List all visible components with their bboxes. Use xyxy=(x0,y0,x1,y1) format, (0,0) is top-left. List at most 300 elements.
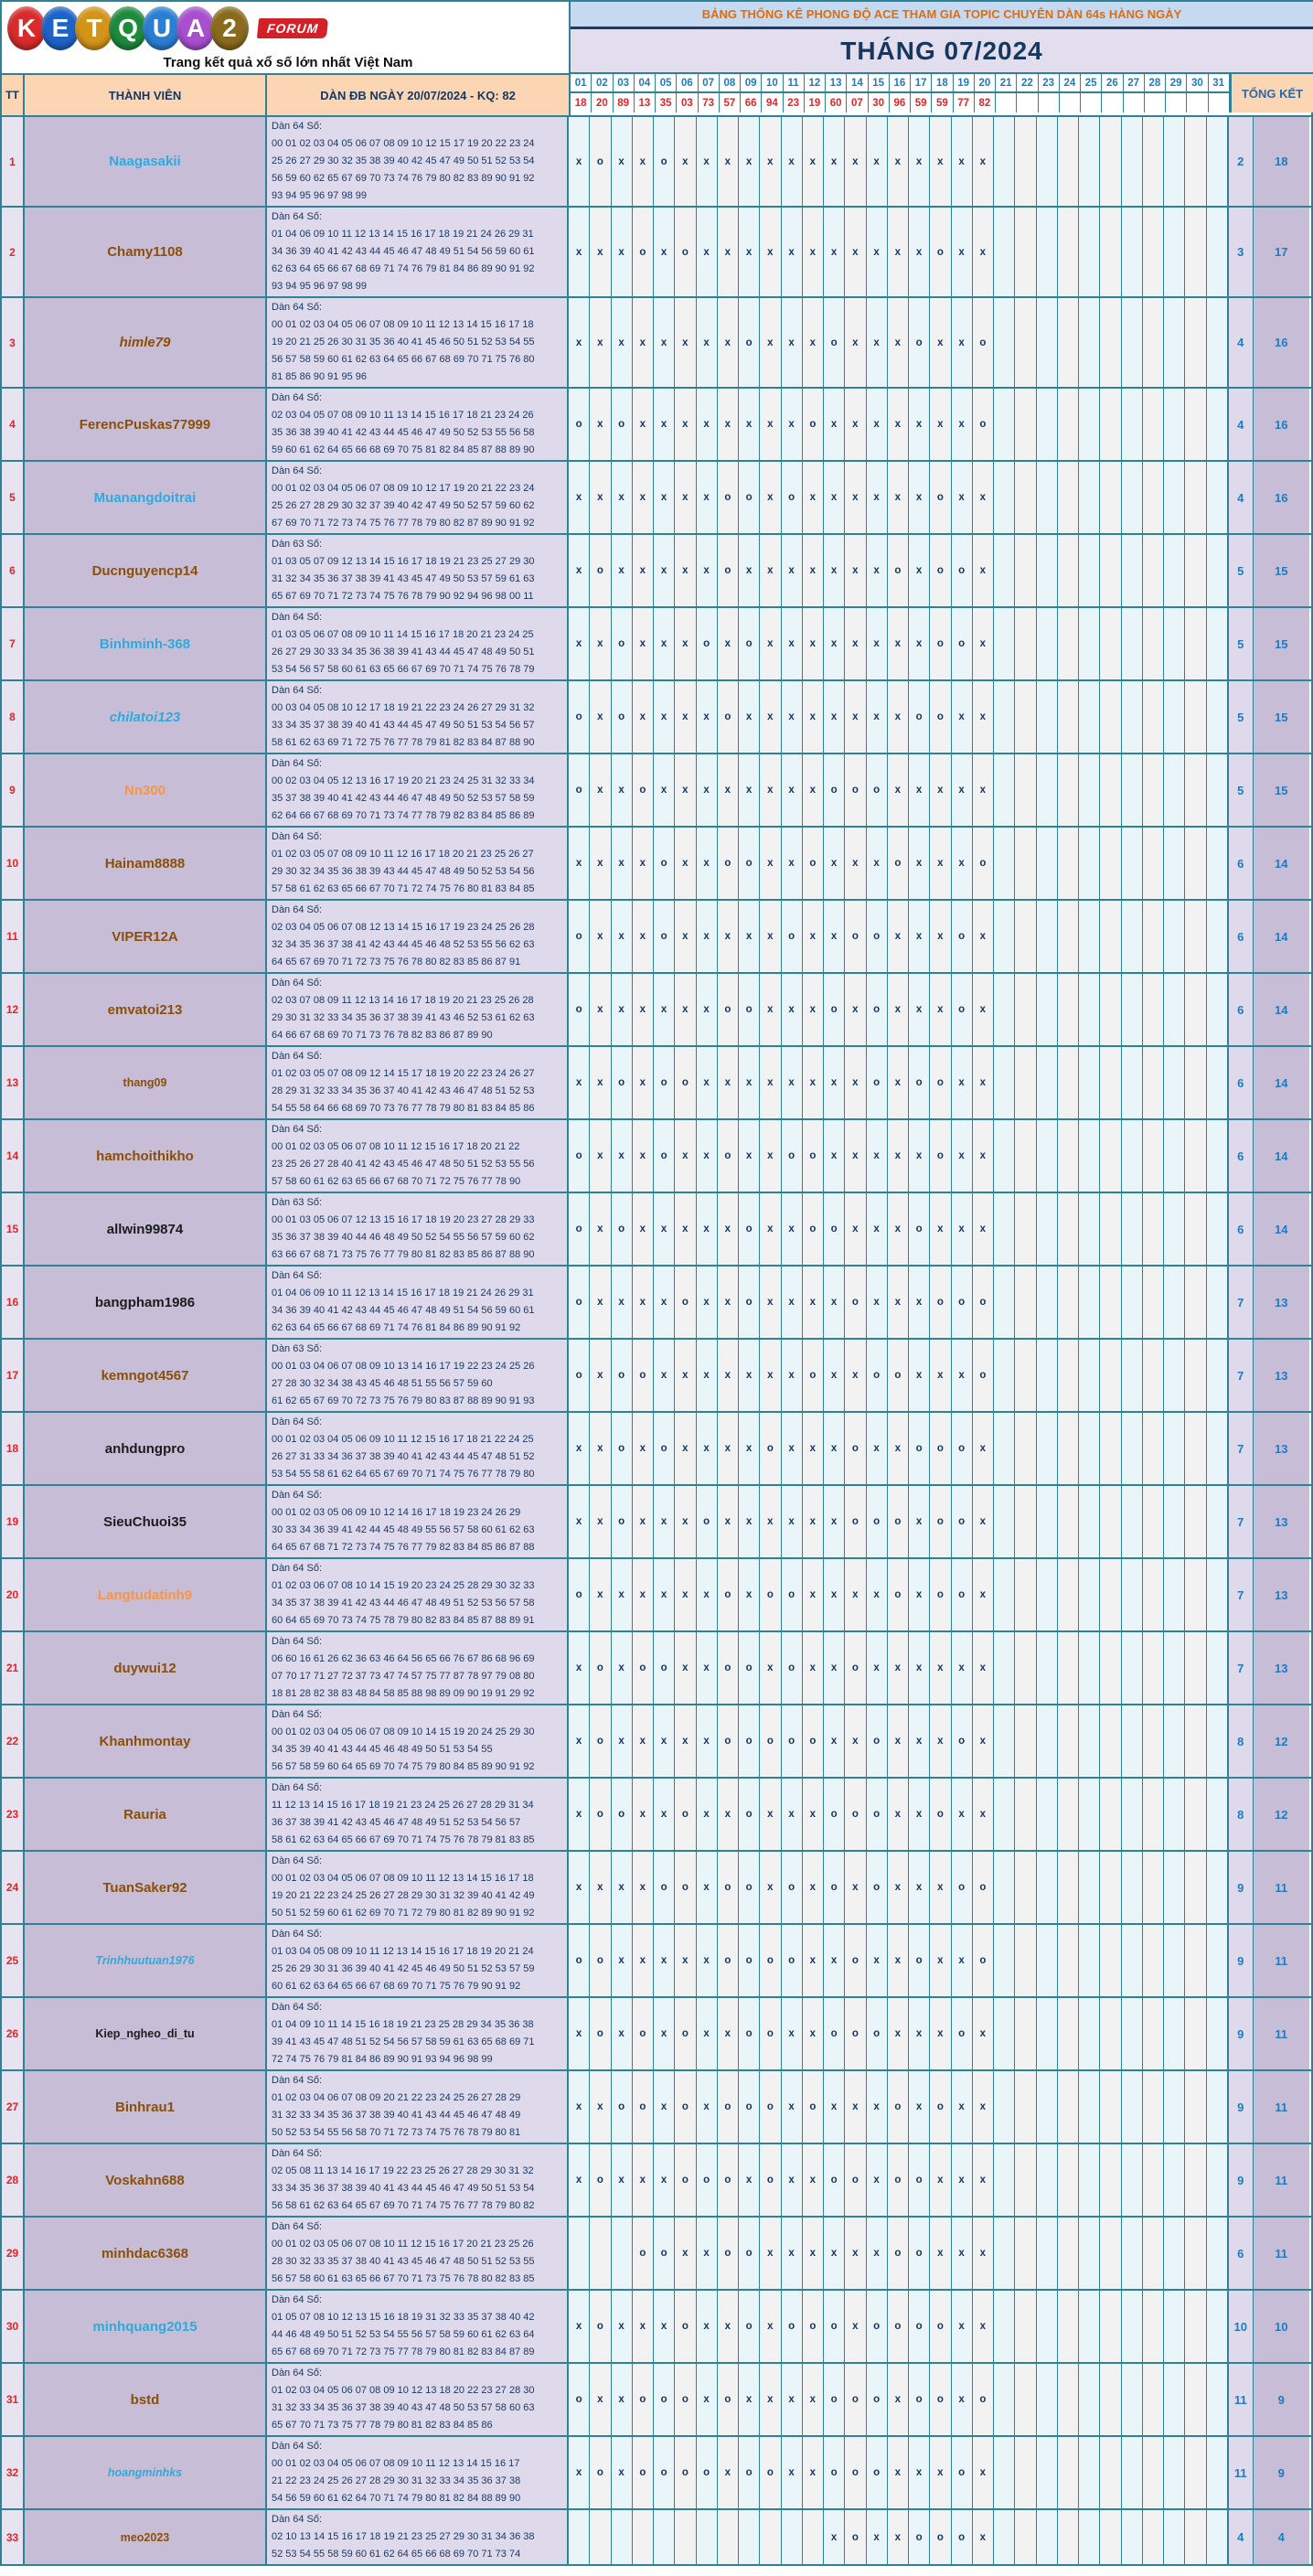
number-set-line: 57 58 61 62 63 65 66 67 70 71 72 74 75 76 80 81 83 84 85 xyxy=(272,883,535,894)
day-mark-cell: x xyxy=(697,1852,718,1923)
day-mark-cell xyxy=(1058,1120,1079,1192)
day-mark-cell: o xyxy=(909,681,930,753)
day-mark-cell: x xyxy=(633,1413,654,1484)
day-mark-cell: x xyxy=(824,1413,845,1484)
day-mark-cell: x xyxy=(612,1852,633,1923)
number-set-line: 33 34 35 36 37 38 39 40 41 43 44 45 46 47 49 50 51 53 54 xyxy=(272,2183,535,2194)
number-set-line: 93 94 95 96 97 98 99 xyxy=(272,281,367,292)
day-mark-cell xyxy=(1079,1632,1100,1704)
row-number: 4 xyxy=(2,389,25,460)
number-set-line: 64 65 67 69 70 71 72 73 75 76 78 80 82 83 85 86 87 91 xyxy=(272,957,521,967)
day-mark-cell: o xyxy=(675,1267,696,1338)
number-set-label: Dàn 64 Số: xyxy=(272,685,323,696)
number-set-cell xyxy=(267,1632,569,1704)
day-mark-cell: o xyxy=(739,608,760,679)
number-set-line: 36 37 38 39 41 42 43 45 46 47 48 49 51 52 53 54 56 57 xyxy=(272,1817,521,1828)
day-mark-cell: o xyxy=(930,1559,951,1630)
day-mark-cell xyxy=(1207,389,1228,460)
day-mark-cell: o xyxy=(930,1779,951,1850)
member-name[interactable]: Naagasakii xyxy=(25,117,267,206)
day-mark-cell: x xyxy=(718,1193,739,1265)
number-set-cell xyxy=(267,1193,569,1265)
table-row xyxy=(2,2289,1311,2362)
day-mark-cell: o xyxy=(973,389,994,460)
day-mark-cell xyxy=(1015,2364,1036,2435)
day-mark-cell xyxy=(1058,298,1079,387)
day-mark-cell: x xyxy=(633,1925,654,1996)
day-mark-cell: o xyxy=(760,1559,781,1630)
day-mark-cell xyxy=(1185,2364,1206,2435)
day-header: 24 xyxy=(1060,74,1081,91)
day-mark-cell: x xyxy=(590,389,611,460)
day-mark-cell: o xyxy=(569,389,590,460)
day-mark-cell xyxy=(1037,1632,1058,1704)
day-mark-cell xyxy=(1100,535,1121,606)
number-set-label: Dàn 64 Số: xyxy=(272,1855,323,1866)
day-mark-cell xyxy=(1058,2510,1079,2564)
day-mark-cell xyxy=(994,1486,1015,1557)
member-name[interactable]: Binhminh-368 xyxy=(25,608,267,679)
member-name[interactable]: minhquang2015 xyxy=(25,2291,267,2362)
member-name[interactable]: chilatoi123 xyxy=(25,681,267,753)
number-set-line: 34 36 39 40 41 42 43 44 45 46 47 48 49 51 54 56 59 60 61 xyxy=(272,1305,535,1316)
number-set-line: 64 65 67 68 71 72 73 74 75 76 77 79 82 83 84 85 86 87 88 xyxy=(272,1542,535,1553)
day-mark-cell xyxy=(1100,974,1121,1045)
day-mark-cell xyxy=(1207,1632,1228,1704)
number-set-line: 60 64 65 69 70 73 74 75 78 79 80 82 83 84 85 87 88 89 91 xyxy=(272,1615,535,1626)
day-mark-cell: x xyxy=(803,2218,824,2289)
day-mark-cell: o xyxy=(973,828,994,899)
day-mark-cell: o xyxy=(718,462,739,533)
number-set-line: 27 28 30 32 34 38 43 45 46 48 51 55 56 57 59 60 xyxy=(272,1378,493,1389)
day-mark-cell xyxy=(1058,1705,1079,1777)
member-name[interactable]: bangpham1986 xyxy=(25,1267,267,1338)
table-row xyxy=(2,1338,1311,1411)
number-set-cell xyxy=(267,1998,569,2069)
row-number: 33 xyxy=(2,2510,25,2564)
day-mark-cell xyxy=(1207,1705,1228,1777)
day-mark-cell: x xyxy=(569,2071,590,2143)
day-mark-cell xyxy=(1122,1632,1143,1704)
day-mark-cell: x xyxy=(697,2364,718,2435)
day-mark-cell: x xyxy=(697,1120,718,1192)
day-mark-cell xyxy=(1079,1925,1100,1996)
col-header-tt: TT xyxy=(2,75,25,115)
day-header: 22 xyxy=(1017,74,1038,91)
number-set-label: Dàn 64 Số: xyxy=(272,1051,323,1062)
day-mark-cell xyxy=(1037,2291,1058,2362)
day-mark-cell: o xyxy=(569,1559,590,1630)
day-mark-cell xyxy=(1100,1486,1121,1557)
day-mark-cell: x xyxy=(612,754,633,826)
table-row xyxy=(2,1630,1311,1704)
day-mark-cell: o xyxy=(760,1925,781,1996)
day-mark-cell: x xyxy=(888,2510,909,2564)
number-set-label: Dàn 64 Số: xyxy=(272,1929,323,1940)
number-set-line: 01 02 03 04 06 07 08 09 20 21 22 23 24 25 26 27 28 29 xyxy=(272,2092,521,2103)
total-o-count: 6 xyxy=(1228,974,1253,1045)
day-mark-cell xyxy=(1143,828,1164,899)
day-mark-cell xyxy=(1122,901,1143,972)
day-mark-cell: x xyxy=(909,1998,930,2069)
day-result xyxy=(1017,93,1038,112)
total-o-count: 3 xyxy=(1228,208,1253,296)
member-name[interactable]: Nn300 xyxy=(25,754,267,826)
total-x-count: 11 xyxy=(1253,1925,1309,1996)
day-mark-cell xyxy=(1207,1267,1228,1338)
day-mark-cell xyxy=(1122,2437,1143,2508)
day-mark-cell: o xyxy=(782,1852,803,1923)
total-x-count: 14 xyxy=(1253,974,1309,1045)
day-mark-cell: o xyxy=(739,2071,760,2143)
day-mark-cell: x xyxy=(909,754,930,826)
day-mark-cell: o xyxy=(633,1340,654,1411)
member-name[interactable]: meo2023 xyxy=(25,2510,267,2564)
day-mark-cell xyxy=(1037,117,1058,206)
logo-letter: A xyxy=(176,6,215,50)
day-mark-cell: o xyxy=(718,1852,739,1923)
day-mark-cell: x xyxy=(760,1779,781,1850)
day-mark-cell: o xyxy=(633,754,654,826)
day-mark-cell: x xyxy=(782,1340,803,1411)
row-number: 14 xyxy=(2,1120,25,1192)
day-mark-cell: x xyxy=(675,389,696,460)
day-mark-cell: x xyxy=(845,1705,866,1777)
row-number: 26 xyxy=(2,1998,25,2069)
day-header: 26 xyxy=(1102,74,1123,91)
day-mark-cell xyxy=(1164,1340,1185,1411)
day-mark-cell xyxy=(1164,681,1185,753)
day-mark-cell: x xyxy=(845,2291,866,2362)
member-name[interactable]: Muanangdoitrai xyxy=(25,462,267,533)
day-mark-cell: x xyxy=(930,901,951,972)
number-set-cell xyxy=(267,681,569,753)
day-mark-cell xyxy=(1185,681,1206,753)
day-mark-cell: x xyxy=(718,389,739,460)
day-mark-cell: x xyxy=(739,1486,760,1557)
day-mark-cell: x xyxy=(697,1779,718,1850)
day-mark-cell xyxy=(1037,298,1058,387)
number-set-line: 30 33 34 36 39 41 42 44 45 48 49 55 56 57 58 60 61 62 63 xyxy=(272,1524,535,1535)
member-name[interactable]: Langtudatinh9 xyxy=(25,1559,267,1630)
day-mark-cell: o xyxy=(760,2071,781,2143)
day-mark-cell xyxy=(1100,1340,1121,1411)
day-mark-cell xyxy=(1100,1413,1121,1484)
day-mark-cell xyxy=(1015,1120,1036,1192)
day-mark-cell: x xyxy=(760,901,781,972)
day-mark-cell: x xyxy=(973,117,994,206)
day-mark-cell xyxy=(1143,208,1164,296)
day-mark-cell: x xyxy=(909,1632,930,1704)
day-mark-cell: o xyxy=(675,2144,696,2216)
day-mark-cell: x xyxy=(973,608,994,679)
day-mark-cell xyxy=(1058,462,1079,533)
day-mark-cell: o xyxy=(803,1705,824,1777)
day-mark-cell: o xyxy=(888,2144,909,2216)
table-row xyxy=(2,2143,1311,2216)
day-mark-cell: o xyxy=(909,1047,930,1118)
total-o-count: 7 xyxy=(1228,1632,1253,1704)
day-mark-cell xyxy=(1015,208,1036,296)
member-name[interactable]: Voskahn688 xyxy=(25,2144,267,2216)
day-mark-cell xyxy=(1100,901,1121,972)
number-set-line: 67 69 70 71 72 73 74 75 76 77 78 79 80 82 87 89 90 91 92 xyxy=(272,518,535,529)
row-number: 21 xyxy=(2,1632,25,1704)
day-mark-cell xyxy=(1079,974,1100,1045)
member-name[interactable]: duywui12 xyxy=(25,1632,267,1704)
day-mark-cell xyxy=(1037,1925,1058,1996)
day-mark-cell: x xyxy=(612,974,633,1045)
day-mark-cell: o xyxy=(909,2510,930,2564)
day-mark-cell: x xyxy=(697,1998,718,2069)
day-mark-cell: x xyxy=(697,1267,718,1338)
day-mark-cell xyxy=(1207,1779,1228,1850)
member-name[interactable]: Chamy1108 xyxy=(25,208,267,296)
number-set-label: Dàn 64 Số: xyxy=(272,1636,323,1647)
day-mark-cell: o xyxy=(718,535,739,606)
member-name[interactable]: anhdungpro xyxy=(25,1413,267,1484)
day-mark-cell xyxy=(1015,1559,1036,1630)
day-mark-cell: o xyxy=(952,1852,973,1923)
day-header: 27 xyxy=(1124,74,1145,91)
number-set-line: 63 66 67 68 71 73 75 76 77 79 80 81 82 83 85 86 87 88 90 xyxy=(272,1249,535,1260)
day-mark-cell xyxy=(1079,462,1100,533)
day-mark-cell: x xyxy=(697,117,718,206)
day-mark-cell: o xyxy=(952,608,973,679)
day-mark-cell: x xyxy=(909,1705,930,1777)
day-mark-cell: x xyxy=(888,389,909,460)
member-name[interactable]: minhdac6368 xyxy=(25,2218,267,2289)
number-set-line: 62 63 64 65 66 67 68 69 71 74 76 81 84 86 89 90 91 92 xyxy=(272,1322,521,1333)
member-name[interactable]: Hainam8888 xyxy=(25,828,267,899)
day-mark-cell xyxy=(1164,1120,1185,1192)
day-mark-cell xyxy=(1015,1705,1036,1777)
day-mark-cell: o xyxy=(782,901,803,972)
number-set-line: 02 03 04 05 06 07 08 12 13 14 15 16 17 19 23 24 25 26 28 xyxy=(272,922,535,933)
number-set-label: Dàn 64 Số: xyxy=(272,2514,323,2525)
day-mark-cell xyxy=(994,2291,1015,2362)
day-mark-cell: x xyxy=(930,828,951,899)
day-mark-cell xyxy=(1122,1852,1143,1923)
col-header-dan: DÀN ĐB NGÀY 20/07/2024 - KQ: 82 xyxy=(267,75,569,115)
day-mark-cell: o xyxy=(845,1998,866,2069)
day-mark-cell xyxy=(1122,298,1143,387)
table-row xyxy=(2,1923,1311,1996)
total-x-count: 11 xyxy=(1253,2218,1309,2289)
day-mark-cell xyxy=(1079,2071,1100,2143)
member-name[interactable]: himle79 xyxy=(25,298,267,387)
logo-letter: E xyxy=(41,6,80,50)
day-mark-cell: o xyxy=(654,117,675,206)
day-header: 30 xyxy=(1187,74,1208,91)
day-mark-cell: x xyxy=(569,298,590,387)
day-mark-cell xyxy=(1143,1852,1164,1923)
day-mark-cell xyxy=(1058,681,1079,753)
day-mark-cell xyxy=(1185,754,1206,826)
day-mark-cell: o xyxy=(867,1340,888,1411)
day-mark-cell: x xyxy=(973,2291,994,2362)
day-mark-cell: x xyxy=(782,298,803,387)
day-mark-cell: x xyxy=(930,1998,951,2069)
day-mark-cell: o xyxy=(909,2218,930,2289)
day-mark-cell xyxy=(1185,1779,1206,1850)
row-number: 7 xyxy=(2,608,25,679)
day-mark-cell xyxy=(1058,389,1079,460)
day-mark-cell: o xyxy=(845,2144,866,2216)
member-name[interactable]: SieuChuoi35 xyxy=(25,1486,267,1557)
day-mark-cell: o xyxy=(718,2144,739,2216)
number-set-line: 56 57 58 59 60 61 62 63 64 65 66 67 68 69 70 71 75 76 80 xyxy=(272,354,535,365)
day-mark-cell: x xyxy=(760,462,781,533)
member-name[interactable]: hoangminhks xyxy=(25,2437,267,2508)
day-mark-cell: o xyxy=(888,1559,909,1630)
day-mark-cell: o xyxy=(930,208,951,296)
day-mark-cell: x xyxy=(803,462,824,533)
day-mark-cell: x xyxy=(760,1047,781,1118)
day-mark-cell xyxy=(1207,901,1228,972)
number-set-cell xyxy=(267,1413,569,1484)
member-name[interactable]: Khanhmontay xyxy=(25,1705,267,1777)
day-mark-cell: x xyxy=(845,389,866,460)
day-mark-cell xyxy=(1037,608,1058,679)
day-mark-cell: x xyxy=(633,2144,654,2216)
day-mark-cell: x xyxy=(697,2071,718,2143)
day-mark-cell xyxy=(1185,1632,1206,1704)
day-mark-cell: x xyxy=(590,1852,611,1923)
day-mark-cell: x xyxy=(803,1632,824,1704)
number-set-line: 00 01 03 05 06 07 12 13 15 16 17 18 19 20 23 27 28 29 33 xyxy=(272,1214,535,1225)
number-set-line: 29 30 32 34 35 36 38 39 43 44 45 47 48 49 50 52 53 54 56 xyxy=(272,866,535,877)
member-name[interactable]: Trinhhuutuan1976 xyxy=(25,1925,267,1996)
day-mark-cell: o xyxy=(824,1852,845,1923)
member-name[interactable]: emvatoi213 xyxy=(25,974,267,1045)
day-mark-cell: x xyxy=(590,462,611,533)
day-header: 19 xyxy=(954,74,975,91)
day-mark-cell: x xyxy=(952,208,973,296)
day-mark-cell: o xyxy=(803,1193,824,1265)
day-mark-cell: x xyxy=(739,117,760,206)
day-mark-cell xyxy=(1100,1632,1121,1704)
member-name[interactable]: Ducnguyencp14 xyxy=(25,535,267,606)
day-mark-cell xyxy=(1164,1925,1185,1996)
day-mark-cell xyxy=(1100,608,1121,679)
day-header: 29 xyxy=(1166,74,1187,91)
total-o-count: 2 xyxy=(1228,117,1253,206)
number-set-line: 23 25 26 27 28 40 41 42 43 45 46 47 48 50 51 52 53 55 56 xyxy=(272,1159,535,1170)
day-mark-cell: x xyxy=(803,1047,824,1118)
day-mark-cell xyxy=(1100,389,1121,460)
member-name[interactable]: TuanSaker92 xyxy=(25,1852,267,1923)
number-set-line: 02 05 08 11 13 14 16 17 19 22 23 25 26 27 28 29 30 31 32 xyxy=(272,2165,534,2176)
day-mark-cell: x xyxy=(760,535,781,606)
day-header: 09 xyxy=(741,74,762,91)
day-mark-cell xyxy=(1015,1632,1036,1704)
day-mark-cell: o xyxy=(760,1998,781,2069)
day-mark-cell xyxy=(1143,901,1164,972)
day-mark-cell: x xyxy=(675,1925,696,1996)
day-mark-cell: o xyxy=(675,1852,696,1923)
day-result: 07 xyxy=(847,93,868,112)
member-name[interactable]: allwin99874 xyxy=(25,1193,267,1265)
day-mark-cell: x xyxy=(888,1779,909,1850)
member-name[interactable]: VIPER12A xyxy=(25,901,267,972)
day-mark-cell xyxy=(1037,1340,1058,1411)
day-mark-cell xyxy=(1058,2144,1079,2216)
day-mark-cell: x xyxy=(569,1632,590,1704)
member-name[interactable]: Kiep_ngheo_di_tu xyxy=(25,1998,267,2069)
day-mark-cell xyxy=(633,2510,654,2564)
day-mark-cell: x xyxy=(973,901,994,972)
day-mark-cell: o xyxy=(675,2437,696,2508)
member-name[interactable]: kemngot4567 xyxy=(25,1340,267,1411)
day-mark-cell: x xyxy=(633,608,654,679)
day-mark-cell: x xyxy=(803,754,824,826)
member-name[interactable]: hamchoithikho xyxy=(25,1120,267,1192)
day-mark-cell: o xyxy=(675,1779,696,1850)
day-mark-cell: x xyxy=(952,1047,973,1118)
day-result xyxy=(1039,93,1060,112)
day-mark-cell xyxy=(1037,974,1058,1045)
day-mark-cell: o xyxy=(952,2510,973,2564)
day-mark-cell xyxy=(1207,1998,1228,2069)
number-set-cell xyxy=(267,901,569,972)
day-mark-cell xyxy=(1122,681,1143,753)
member-name[interactable]: bstd xyxy=(25,2364,267,2435)
number-set-line: 61 62 65 67 69 70 72 73 75 76 79 80 83 87 88 89 90 91 93 xyxy=(272,1395,535,1406)
day-mark-cell xyxy=(1015,2218,1036,2289)
day-mark-cell xyxy=(1207,1193,1228,1265)
total-o-count: 5 xyxy=(1228,754,1253,826)
day-mark-cell: o xyxy=(760,1705,781,1777)
site-logo[interactable] xyxy=(2,2,569,73)
number-set-line: 18 81 28 82 38 83 48 84 58 85 88 98 89 09 90 19 91 29 92 xyxy=(272,1688,535,1699)
day-mark-cell xyxy=(1100,117,1121,206)
total-x-count: 10 xyxy=(1253,2291,1309,2362)
day-mark-cell xyxy=(994,974,1015,1045)
day-mark-cell: o xyxy=(952,974,973,1045)
total-x-count: 14 xyxy=(1253,901,1309,972)
day-mark-cell xyxy=(1143,1193,1164,1265)
member-name[interactable]: Binhrau1 xyxy=(25,2071,267,2143)
day-mark-cell xyxy=(1079,2437,1100,2508)
day-mark-cell: x xyxy=(824,1120,845,1192)
day-mark-cell: x xyxy=(739,1559,760,1630)
day-mark-cell: x xyxy=(718,1413,739,1484)
day-mark-cell: x xyxy=(824,681,845,753)
number-set-label: Dàn 64 Số: xyxy=(272,1416,323,1427)
day-mark-cell: x xyxy=(845,1047,866,1118)
total-x-count: 16 xyxy=(1253,298,1309,387)
day-mark-cell: x xyxy=(845,117,866,206)
member-name[interactable]: FerencPuskas77999 xyxy=(25,389,267,460)
day-mark-cell: o xyxy=(803,2071,824,2143)
number-set-cell xyxy=(267,2364,569,2435)
member-name[interactable]: thang09 xyxy=(25,1047,267,1118)
day-mark-cell: o xyxy=(803,2291,824,2362)
day-mark-cell: x xyxy=(760,681,781,753)
day-mark-cell: x xyxy=(845,1120,866,1192)
number-set-label: Dàn 64 Số: xyxy=(272,1124,323,1135)
day-mark-cell: o xyxy=(973,1852,994,1923)
row-number: 3 xyxy=(2,298,25,387)
day-mark-cell xyxy=(1058,1779,1079,1850)
day-mark-cell xyxy=(1122,1559,1143,1630)
total-x-count: 16 xyxy=(1253,389,1309,460)
member-name[interactable]: Rauria xyxy=(25,1779,267,1850)
logo-letter: K xyxy=(7,6,46,50)
day-mark-cell: x xyxy=(697,1925,718,1996)
day-mark-cell xyxy=(1037,681,1058,753)
